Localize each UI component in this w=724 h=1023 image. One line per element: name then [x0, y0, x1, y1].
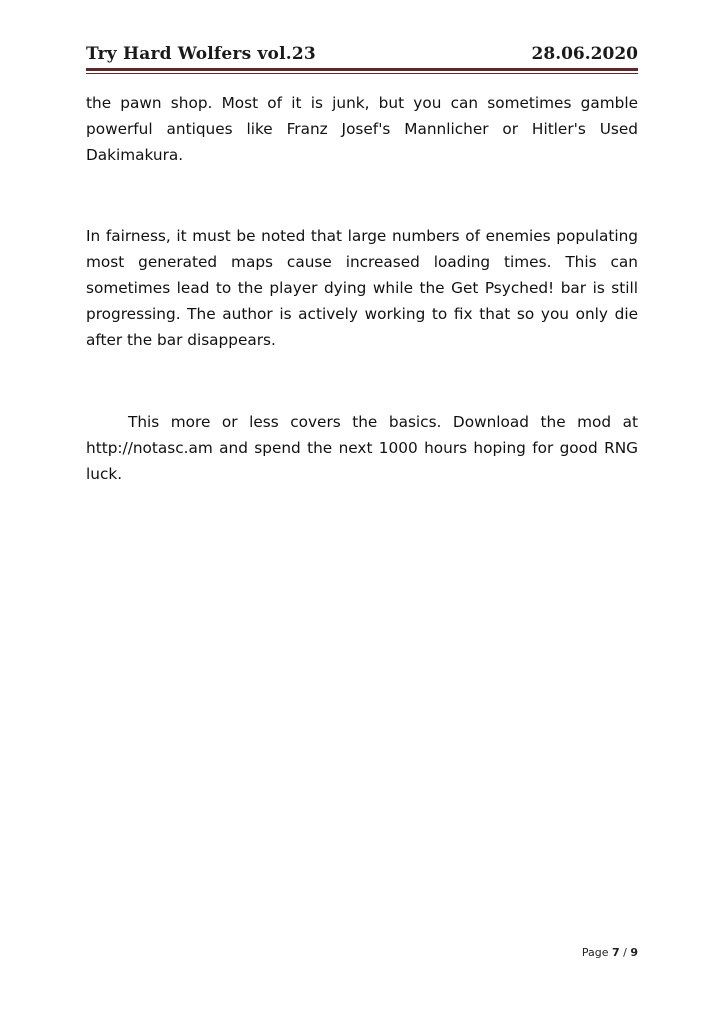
paragraph-3: This more or less covers the basics. Download the mod at http://notasc.am and spend the next 1000 hours hoping for good RNG luck.	[86, 413, 638, 483]
footer-total-pages: 9	[630, 946, 638, 959]
header-title: Try Hard Wolfers vol.23	[86, 44, 316, 64]
page-header	[86, 44, 638, 68]
header-date: 28.06.2020	[531, 44, 638, 64]
footer-separator: /	[623, 946, 627, 959]
header-rule-thin	[86, 73, 638, 74]
page-footer	[582, 946, 638, 959]
paragraph-1: the pawn shop. Most of it is junk, but you can sometimes gamble powerful antiques like Franz Josef's Mannlicher or Hitler's Used Dakimakura.	[86, 94, 638, 164]
footer-page-label: Page	[581, 946, 609, 959]
paragraph-2: In fairness, it must be noted that large numbers of enemies populating most generated maps cause increased loading times. This can sometimes lead to the player dying while the Get Psyched! bar is still progressing. The author is actively working to fix that so you only die after the bar disappears.	[86, 227, 638, 349]
header-rule-thick	[86, 68, 638, 71]
footer-current-page: 7	[611, 946, 620, 959]
